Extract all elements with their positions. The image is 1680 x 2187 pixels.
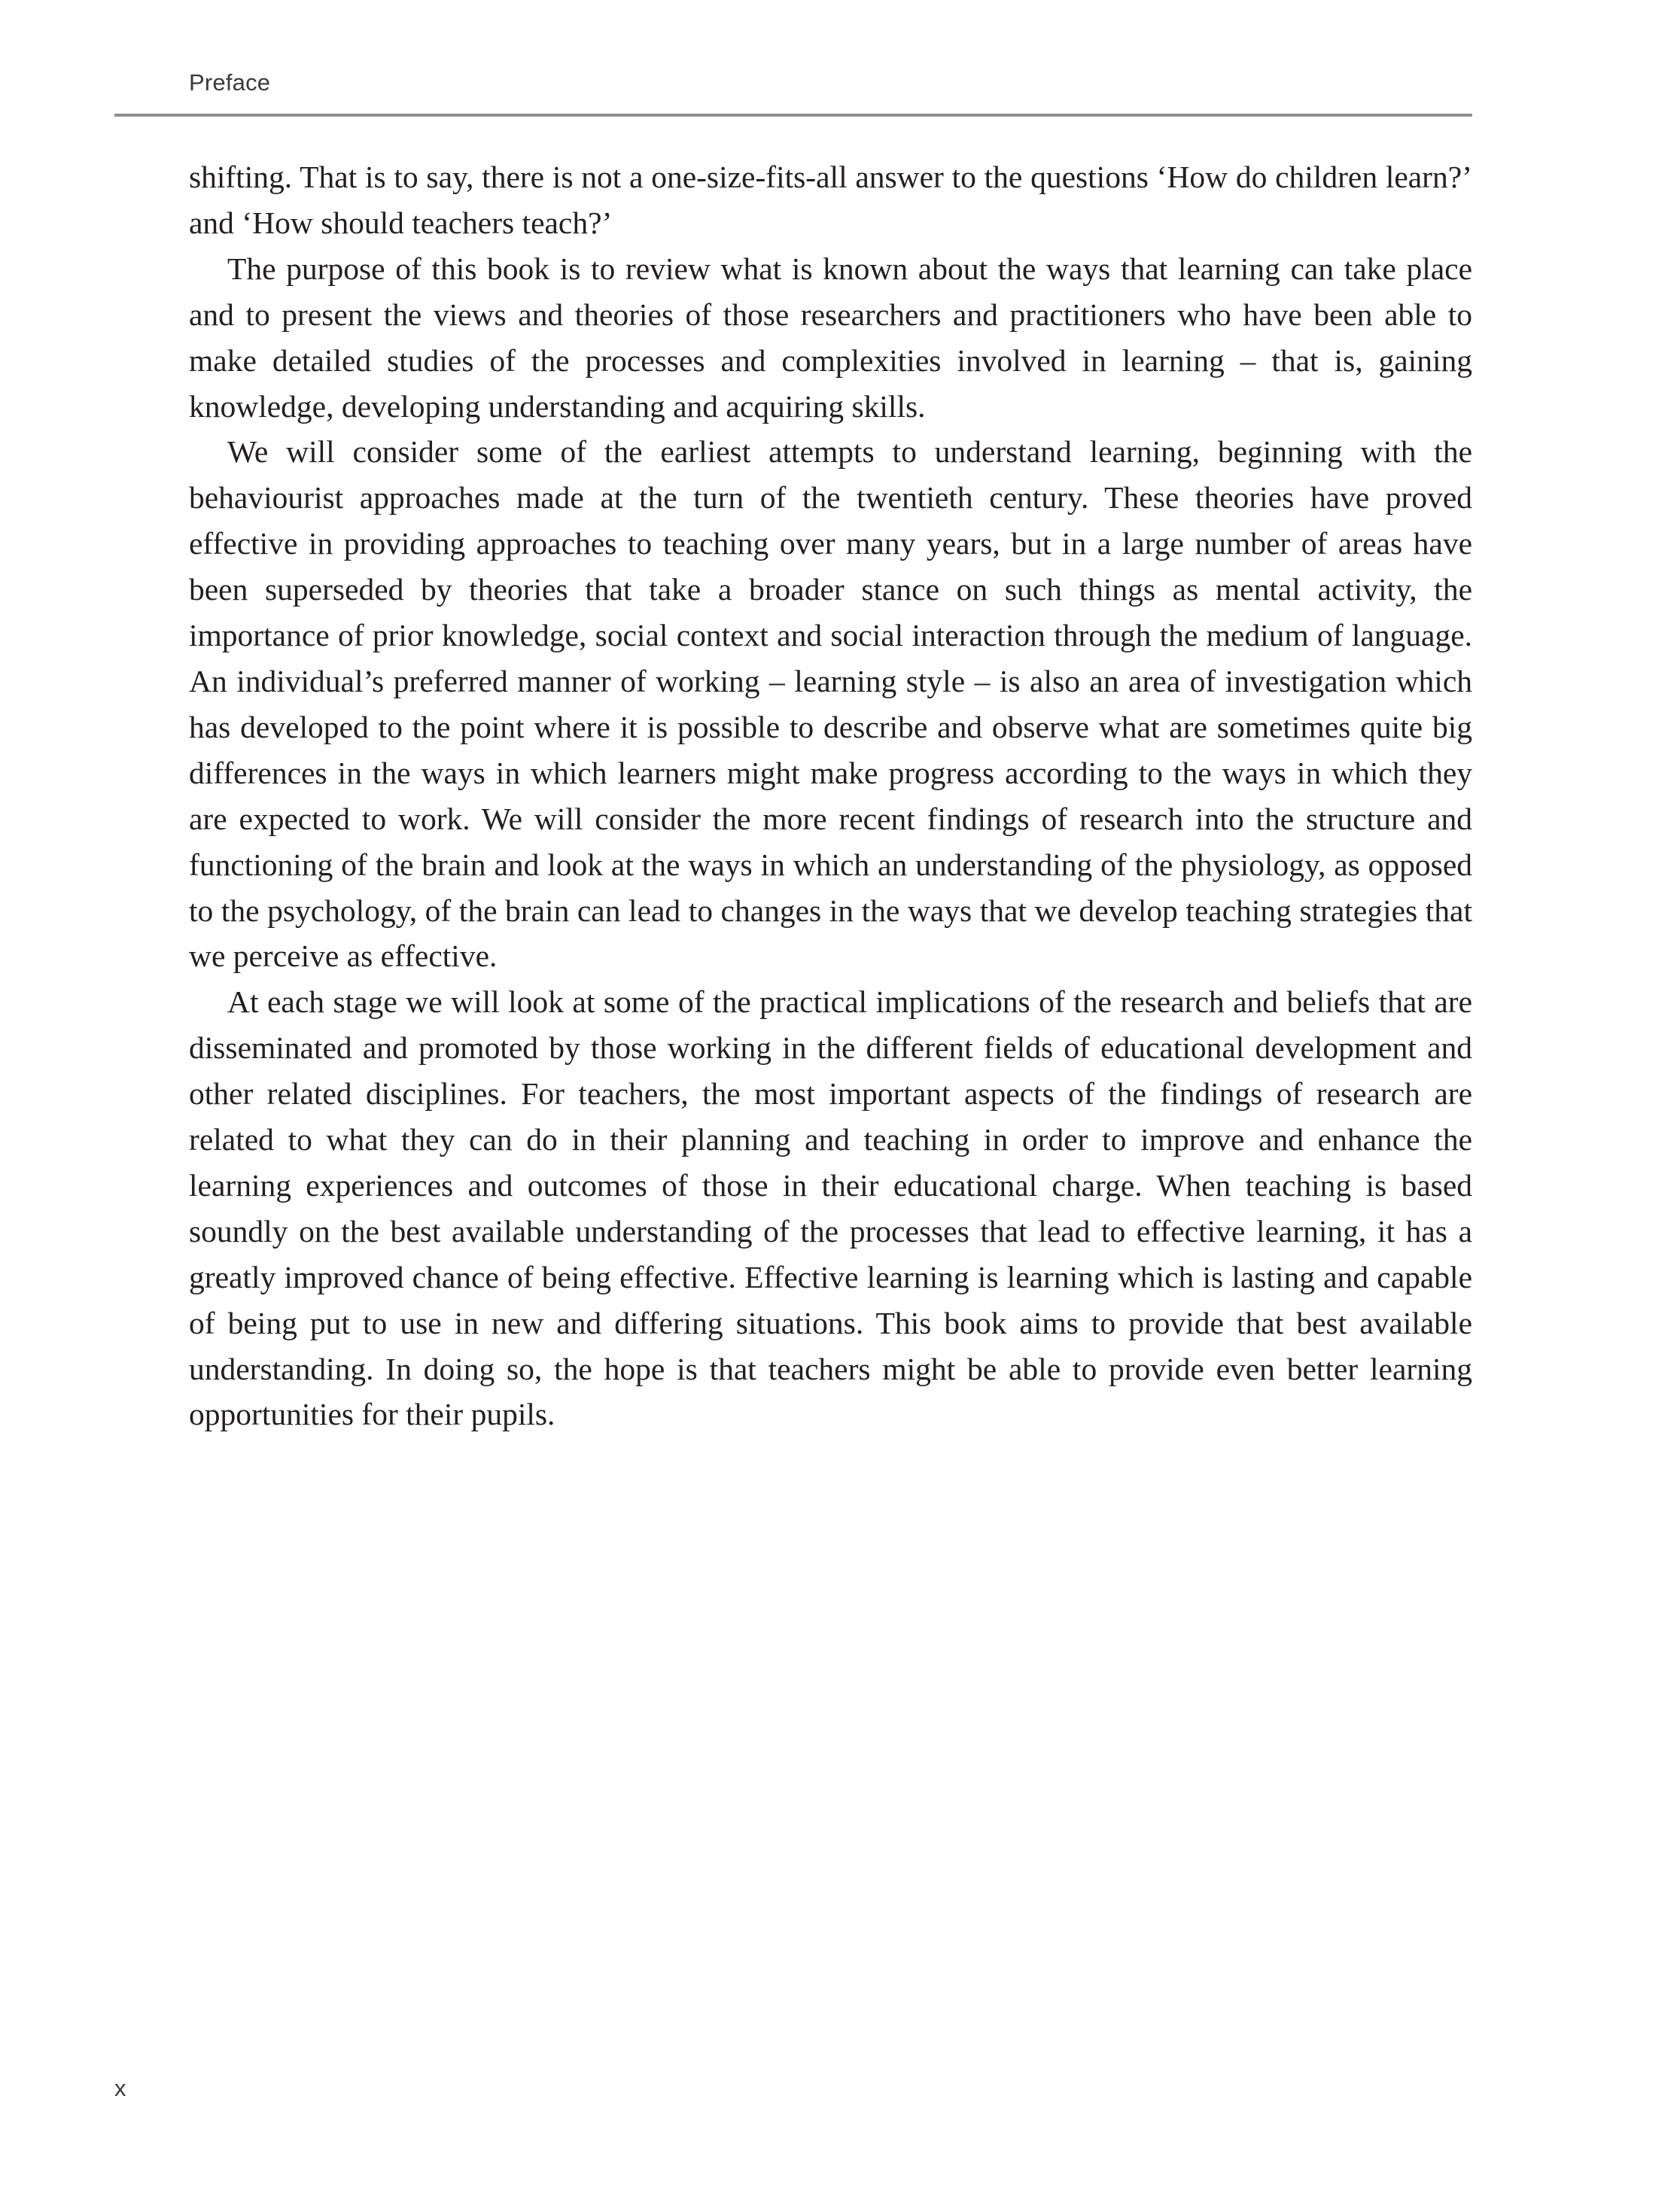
page-number: x bbox=[114, 2075, 126, 2101]
paragraph-continuation: shifting. That is to say, there is not a one-size-fits-all answer to the questions ‘How do children learn?’ and ‘How should teachers teach?’ bbox=[189, 160, 1472, 240]
body-text bbox=[189, 154, 1472, 1437]
header-rule bbox=[114, 114, 1472, 117]
paragraph-practical-implications: At each stage we will look at some of the practical implications of the research and beliefs that are disseminated and promoted by those working in the different fields of educational development and other related disciplines. For teachers, the most important aspects of the findings of research are related to what they can do in their planning and teaching in order to improve and enhance the learning experiences and outcomes of those in their educational charge. When teaching is based soundly on the best available understanding of the processes that lead to effective learning, it has a greatly improved chance of being effective. Effective learning is learning which is lasting and capable of being put to use in new and differing situations. This book aims to provide that best available understanding. In doing so, the hope is that teachers might be able to provide even better learning opportunities for their pupils. bbox=[189, 984, 1472, 1432]
paragraph-earliest-attempts: We will consider some of the earliest attempts to understand learning, beginning with the behaviourist approaches made at the turn of the twentieth century. These theories have proved effective in providing approaches to teaching over many years, but in a large number of areas have been superseded by theories that take a broader stance on such things as mental activity, the importance of prior knowledge, social context and social interaction through the medium of language. An individual’s preferred manner of working – learning style – is also an area of investigation which has developed to the point where it is possible to describe and observe what are sometimes quite big differences in the ways in which learners might make progress according to the ways in which they are expected to work. We will consider the more recent findings of research into the structure and functioning of the brain and look at the ways in which an understanding of the physiology, as opposed to the psychology, of the brain can lead to changes in the ways that we develop teaching strategies that we perceive as effective. bbox=[189, 434, 1472, 974]
running-head-title: Preface bbox=[189, 69, 271, 96]
paragraph-purpose: The purpose of this book is to review what is known about the ways that learning can take place and to present the views and theories of those researchers and practitioners who have been able to make detailed studies of the processes and complexities involved in learning – that is, gaining knowledge, developing understanding and acquiring skills. bbox=[189, 251, 1472, 424]
